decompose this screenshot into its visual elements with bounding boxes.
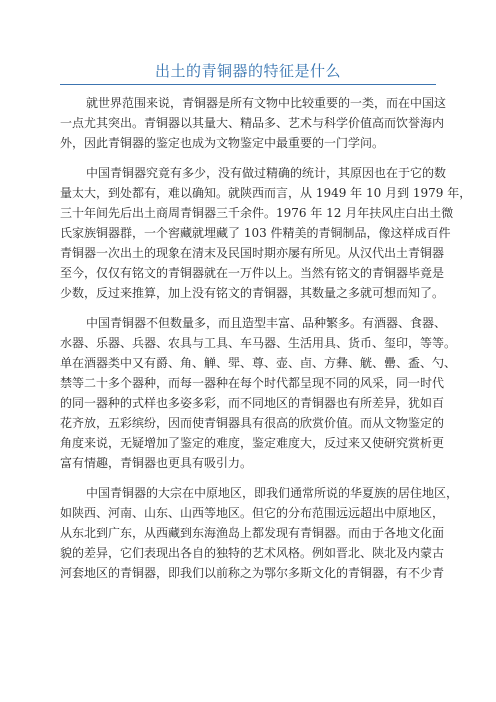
text-line: 貌的差异，它们表现出各自的独特的艺术风格。例如晋北、陕北及内蒙古	[60, 546, 445, 560]
text-line: 单在酒器类中又有爵、角、觯、斝、尊、壶、卣、方彝、觥、罍、盉、勺、	[60, 356, 457, 370]
text-line: 水器、乐器、兵器、农具与工具、车马器、生活用具、货币、玺印，等等。	[60, 336, 457, 350]
document-title: 出土的青铜器的特征是什么	[154, 62, 341, 80]
title-underline	[60, 84, 436, 85]
text-line: 的同一器种的式样也多姿多彩，而不同地区的青铜器也有所差异，犹如百	[60, 396, 445, 410]
text-line: 从东北到广东，从西藏到东海渔岛上都发现有青铜器。而由于各地文化面	[60, 526, 445, 540]
text-line: 中国青铜器不但数量多，而且造型丰富、品种繁多。有酒器、食器、	[86, 316, 447, 330]
text-line: 外，因此青铜器的鉴定也成为文物鉴定中最重要的一门学问。	[60, 136, 385, 150]
text-line: 中国青铜器究竟有多少，没有做过精确的统计，其原因也在于它的数	[86, 166, 447, 180]
paragraph-4	[60, 483, 459, 583]
text-line: 如陕西、河南、山东、山西等地区。但它的分布范围远远超出中原地区，	[60, 506, 445, 520]
text-line: 量太大，到处都有，难以确知。就陕西而言，从 1949 年 10 月到 1979 年，	[60, 186, 472, 200]
text-line: 河套地区的青铜器，即我们以前称之为鄂尔多斯文化的青铜器，有不少青	[60, 566, 445, 580]
text-line: 中国青铜器的大宗在中原地区，即我们通常所说的华夏族的居住地区，	[86, 486, 459, 500]
text-line: 禁等二十多个器种，而每一器种在每个时代都呈现不同的风采，同一时代	[60, 376, 445, 390]
text-line: 角度来说，无疑增加了鉴定的难度，鉴定难度大，反过来又使研究赏析更	[60, 436, 445, 450]
paragraph-3	[60, 313, 457, 473]
document-body	[60, 93, 472, 593]
text-line: 至今，仅仅有铭文的青铜器就在一万件以上。当然有铭文的青铜器毕竟是	[60, 266, 445, 280]
text-line: 花齐放，五彩缤纷，因而使青铜器具有很高的欣赏价值。而从文物鉴定的	[60, 416, 445, 430]
text-line: 富有情趣，青铜器也更具有吸引力。	[60, 456, 253, 470]
text-line: 青铜器一次出土的现象在清末及民国时期亦屡有所见。从汉代出土青铜器	[60, 246, 445, 260]
paragraph-2	[60, 163, 472, 303]
text-line: 少数，反过来推算，加上没有铭文的青铜器，其数量之多就可想而知了。	[60, 286, 445, 300]
text-line: 就世界范围来说，青铜器是所有文物中比较重要的一类，而在中国这	[86, 96, 447, 110]
text-line: 三十年间先后出土商周青铜器三千余件。1976 年 12 月年扶风庄白出土微	[60, 206, 454, 220]
text-line: 一点尤其突出。青铜器以其量大、精品多、艺术与科学价值高而饮誉海内	[60, 116, 445, 130]
text-line: 氏家族铜器群，一个窖藏就埋藏了 103 件精美的青铜制品，像这样成百件	[60, 226, 451, 240]
paragraph-1	[60, 93, 447, 153]
